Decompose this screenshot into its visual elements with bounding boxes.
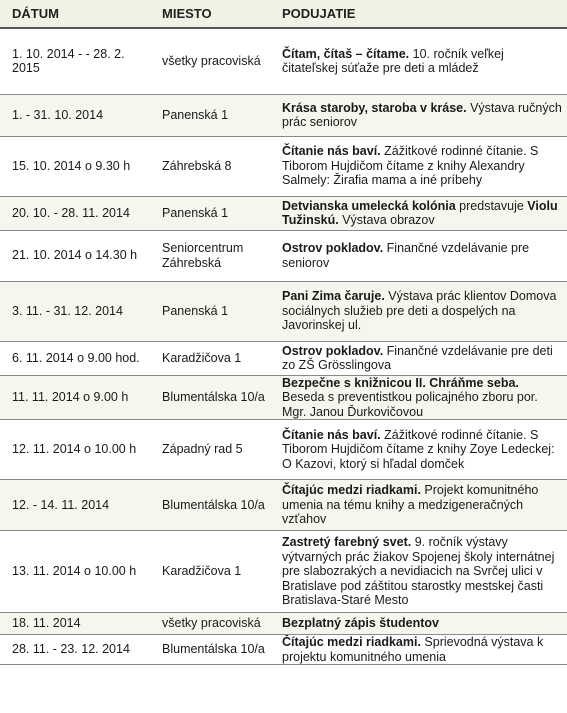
event-place: Záhrebská 8: [150, 136, 276, 196]
event-date: 15. 10. 2014 o 9.30 h: [0, 136, 150, 196]
event-title: Čítanie nás baví.: [282, 144, 381, 159]
table-row: [0, 531, 567, 613]
event-text: Finančné vzdelávanie pre deti zo ZŠ Grösslingova: [282, 343, 553, 372]
event-description: [276, 613, 567, 635]
event-date: 20. 10. - 28. 11. 2014: [0, 196, 150, 230]
event-date: 13. 11. 2014 o 10.00 h: [0, 531, 150, 613]
event-date: 11. 11. 2014 o 9.00 h: [0, 375, 150, 420]
event-description: [276, 230, 567, 281]
event-place: všetky pracoviská: [150, 28, 276, 94]
event-date: 3. 11. - 31. 12. 2014: [0, 281, 150, 341]
event-title: Čítam, čítaš – čítame.: [282, 46, 410, 61]
event-title: Čítajúc medzi riadkami.: [282, 635, 421, 649]
event-place: Seniorcentrum Záhrebská: [150, 230, 276, 281]
event-description: [276, 375, 567, 420]
table-row: [0, 136, 567, 196]
table-row: [0, 341, 567, 375]
event-title: Bezpečne s knižnicou II. Chráňme seba.: [282, 375, 519, 390]
event-text: Beseda s preventistkou policajného zboru por. Mgr. Janou Ďurkovičovou: [282, 390, 538, 419]
event-text: Zážitkové rodinné čítanie. S Tiborom Hujdičom čítame z knihy Alexandry Salmely: Žirafia mama a iné príbehy: [282, 144, 539, 188]
event-text: 9. ročník výstavy výtvarných prác žiakov Spojenej školy internátnej pre slabozrakých a nevidiacich na Svrčej ulici v Bratislave pod záštitou starostky mestskej časti Bratislava-Staré Mesto: [282, 535, 555, 608]
table-row: [0, 196, 567, 230]
event-place: Blumentálska 10/a: [150, 480, 276, 531]
event-date: 18. 11. 2014: [0, 613, 150, 635]
event-text: Sprievodná výstava k projektu komunitného umenia: [282, 635, 544, 664]
event-text: Výstava obrazov: [338, 213, 435, 227]
event-text: Projekt komunitného umenia na tému knihy a medzigeneračných vzťahov: [282, 483, 539, 527]
event-description: [276, 531, 567, 613]
event-description: [276, 341, 567, 375]
event-title: Zastretý farebný svet.: [282, 535, 412, 550]
event-place: Karadžičova 1: [150, 531, 276, 613]
event-date: 6. 11. 2014 o 9.00 hod.: [0, 341, 150, 375]
event-text: 10. ročník veľkej čitateľskej súťaže pre deti a mládež: [282, 46, 504, 76]
event-description: [276, 281, 567, 341]
table-row: [0, 28, 567, 94]
event-title: Detvianska umelecká kolónia: [282, 198, 456, 213]
table-row: [0, 230, 567, 281]
event-text: Výstava ručných prác seniorov: [282, 100, 562, 129]
event-text: predstavuje: [455, 198, 528, 213]
event-description: [276, 28, 567, 94]
event-text: Finančné vzdelávanie pre seniorov: [282, 241, 530, 270]
table-row: [0, 613, 567, 635]
table-row: [0, 375, 567, 420]
event-place: Západný rad 5: [150, 420, 276, 480]
event-description: [276, 136, 567, 196]
event-place: Blumentálska 10/a: [150, 635, 276, 665]
event-place: Panenská 1: [150, 94, 276, 136]
event-place: Panenská 1: [150, 196, 276, 230]
event-title: Violu Tužinskú.: [282, 198, 558, 227]
event-text: Výstava prác klientov Domova sociálnych služieb pre deti a dospelých na Javorinskej ul.: [282, 289, 557, 333]
event-description: [276, 420, 567, 480]
event-date: 12. - 14. 11. 2014: [0, 480, 150, 531]
event-place: Karadžičova 1: [150, 341, 276, 375]
table-row: [0, 635, 567, 665]
event-place: všetky pracoviská: [150, 613, 276, 635]
event-place: Blumentálska 10/a: [150, 375, 276, 420]
event-description: [276, 480, 567, 531]
event-title: Čítanie nás baví.: [282, 427, 381, 442]
event-place: Panenská 1: [150, 281, 276, 341]
event-date: 1. - 31. 10. 2014: [0, 94, 150, 136]
header-date: DÁTUM: [0, 0, 150, 28]
header-place: MIESTO: [150, 0, 276, 28]
table-row: [0, 480, 567, 531]
event-text: Zážitkové rodinné čítanie. S Tiborom Hujdičom čítame z knihy Zoye Ledeckej: O Kazovi, ktorý si hľadal domček: [282, 427, 555, 471]
event-title: Pani Zima čaruje.: [282, 289, 385, 304]
event-title: Bezplatný zápis študentov: [282, 616, 439, 631]
header-row: [0, 0, 567, 28]
event-title: Čítajúc medzi riadkami.: [282, 483, 421, 498]
event-date: 28. 11. - 23. 12. 2014: [0, 635, 150, 665]
event-title: Ostrov pokladov.: [282, 343, 384, 358]
table-row: [0, 94, 567, 136]
event-description: [276, 94, 567, 136]
event-description: [276, 635, 567, 665]
event-title: Ostrov pokladov.: [282, 241, 384, 255]
table-row: [0, 281, 567, 341]
event-date: 1. 10. 2014 - - 28. 2. 2015: [0, 28, 150, 94]
event-description: [276, 196, 567, 230]
table-row: [0, 420, 567, 480]
header-event: PODUJATIE: [276, 0, 567, 28]
event-date: 12. 11. 2014 o 10.00 h: [0, 420, 150, 480]
event-title: Krása staroby, staroba v kráse.: [282, 100, 467, 115]
event-date: 21. 10. 2014 o 14.30 h: [0, 230, 150, 281]
